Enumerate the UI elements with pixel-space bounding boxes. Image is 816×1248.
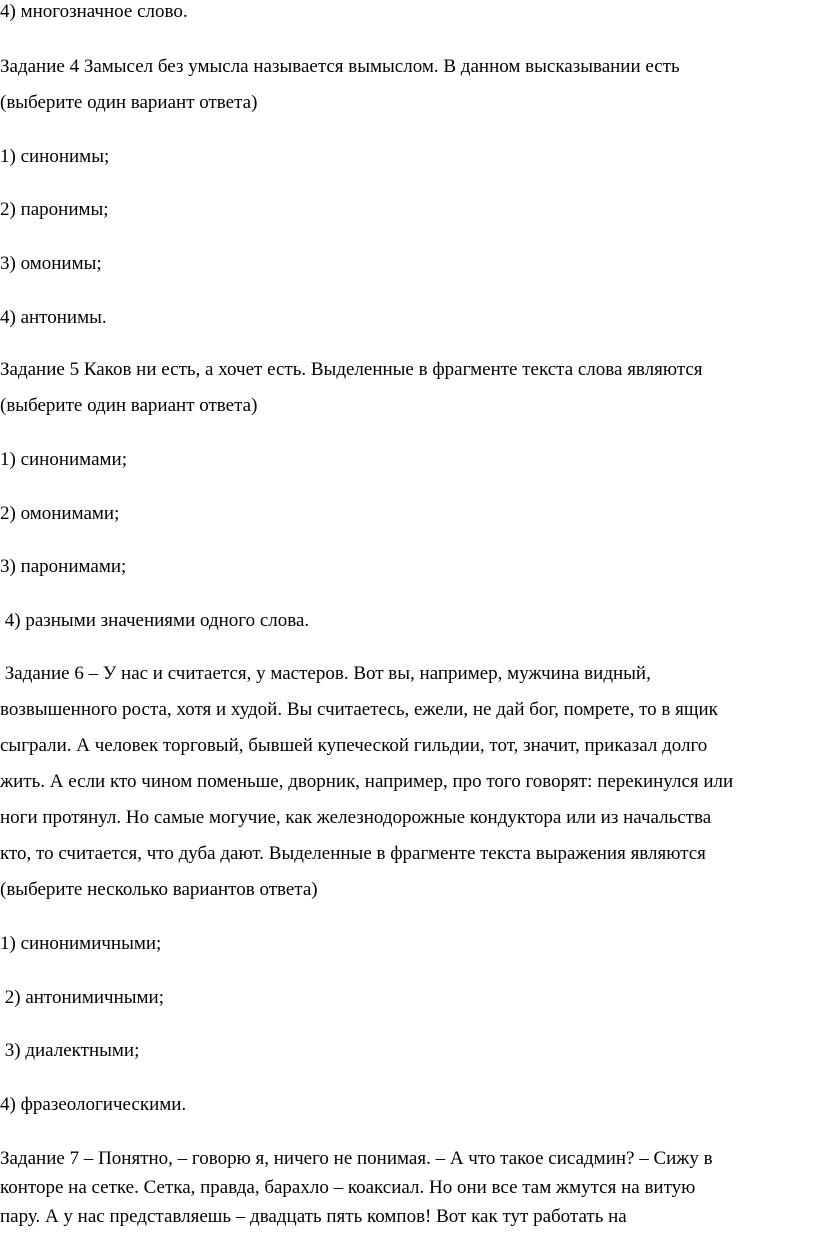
task-4-option-3: 3) омонимы; <box>0 253 102 274</box>
task-4-prompt-line-1: Задание 4 Замысел без умысла называется вымыслом. В данном высказывании есть <box>0 56 680 77</box>
task-4-prompt-line-2: (выберите один вариант ответа) <box>0 92 258 113</box>
task-6-prompt-line-3: сыграли. А человек торговый, бывшей купеческой гильдии, тот, значит, приказал долго <box>0 735 708 756</box>
task-6-option-4: 4) фразеологическими. <box>0 1094 187 1115</box>
task-5-option-3: 3) паронимами; <box>0 556 127 577</box>
task-7-prompt-line-3: пару. А у нас представляешь – двадцать пять компов! Вот как тут работать на <box>0 1206 627 1227</box>
task-5-prompt-line-1: Задание 5 Каков ни есть, а хочет есть. Выделенные в фрагменте текста слова являются <box>0 359 703 380</box>
task-4-option-2: 2) паронимы; <box>0 199 109 220</box>
task-6-prompt-line-4: жить. А если кто чином поменьше, дворник, например, про того говорят: перекинулся или <box>0 771 734 792</box>
task-5-option-4: 4) разными значениями одного слова. <box>0 610 310 631</box>
task-7-prompt-line-1: Задание 7 – Понятно, – говорю я, ничего не понимая. – А что такое сисадмин? – Сижу в <box>0 1148 713 1169</box>
task-6-prompt-line-7: (выберите несколько вариантов ответа) <box>0 879 318 900</box>
task-5-option-1: 1) синонимами; <box>0 449 127 470</box>
task-6-prompt-line-5: ноги протянул. Но самые могучие, как железнодорожные кондуктора или из начальства <box>0 807 712 828</box>
task-6-option-2: 2) антонимичными; <box>0 987 164 1008</box>
task-6-prompt-line-2: возвышенного роста, хотя и худой. Вы считаетесь, ежели, не дай бог, помрете, то в ящик <box>0 699 718 720</box>
task-5-prompt-line-2: (выберите один вариант ответа) <box>0 395 258 416</box>
task-4-option-4: 4) антонимы. <box>0 307 107 328</box>
task-5-option-2: 2) омонимами; <box>0 503 120 524</box>
answer-4-polysemous-word: 4) многозначное слово. <box>0 1 188 22</box>
task-6-prompt-line-6: кто, то считается, что дуба дают. Выделенные в фрагменте текста выражения являются <box>0 843 706 864</box>
task-6-option-3: 3) диалектными; <box>0 1040 140 1061</box>
task-4-option-1: 1) синонимы; <box>0 146 110 167</box>
task-6-option-1: 1) синонимичными; <box>0 933 162 954</box>
task-6-prompt-line-1: Задание 6 – У нас и считается, у мастеров. Вот вы, например, мужчина видный, <box>0 663 651 684</box>
task-7-prompt-line-2: конторе на сетке. Сетка, правда, барахло – коаксиал. Но они все там жмутся на витую <box>0 1177 696 1198</box>
